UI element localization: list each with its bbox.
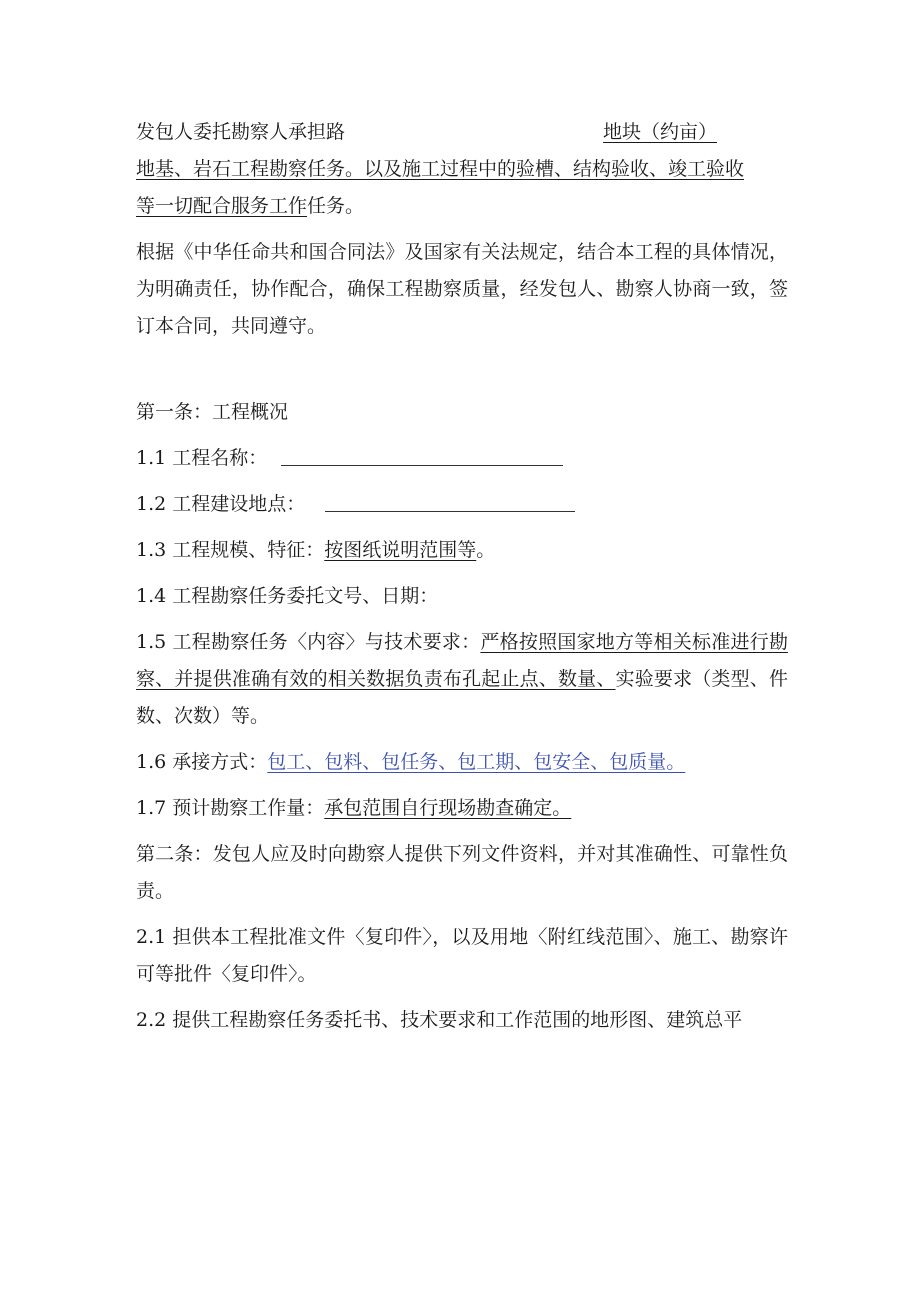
item-1-5: [136, 624, 788, 735]
item-1-4: 1.4 工程勘察任务委托文号、日期：: [136, 585, 439, 607]
item-1-3-label: 1.3 工程规模、特征：: [136, 539, 325, 561]
item-1-2: [136, 486, 788, 523]
item-1-2-label: 1.2 工程建设地点：: [136, 493, 306, 515]
intro-paragraph: [136, 114, 788, 225]
basis-paragraph: 根据《中华任命共和国合同法》及国家有关法规定，结合本工程的具体情况，为明确责任，协作配合，确保工程勘察质量，经发包人、勘察人协商一致，签订本合同，共同遵守。: [136, 241, 788, 337]
intro-line-3-tail: 任务。: [307, 195, 365, 217]
road-blank-field: [345, 121, 717, 143]
item-1-5-label: 1.5 工程勘察任务〈内容〉与技术要求：: [136, 631, 481, 653]
item-1-3-value: 按图纸说明范围等: [324, 539, 477, 561]
item-1-3: [136, 532, 788, 569]
intro-line-3-underlined: 等一切配合服务工作: [136, 195, 308, 217]
item-1-7-label: 1.7 预计勘察工作量：: [136, 797, 325, 819]
item-2-1: 2.1 担供本工程批准文件〈复印件〉，以及用地〈附红线范围〉、施工、勘察许可等批件〈复印件〉。: [136, 926, 788, 985]
project-name-blank: [281, 443, 563, 466]
article-2-title: 第二条：发包人应及时向勘察人提供下列文件资料，并对其准确性、可靠性负责。: [136, 843, 788, 902]
item-1-7: [136, 790, 788, 827]
road-suffix: 地块（约亩）: [603, 121, 718, 143]
item-1-6-label: 1.6 承接方式：: [136, 751, 268, 773]
item-1-5-tail: 实验要求（类型、件数、次数）等。: [136, 668, 788, 727]
item-1-5-value: 严格按照国家地方等相关标准进行勘察、并提供准确有效的相关数据负责布孔起止点、数量、: [136, 631, 788, 690]
item-1-3-tail: 。: [476, 539, 496, 561]
intro-line-2: 地基、岩石工程勘察任务。以及施工过程中的验槽、结构验收、竣工验收: [136, 158, 745, 180]
item-1-6-value: 包工、包料、包任务、包工期、包安全、包质量。: [267, 751, 686, 773]
item-1-7-value: 承包范围自行现场勘查确定。: [324, 797, 572, 819]
item-1-1-label: 1.1 工程名称：: [136, 447, 268, 469]
project-location-blank: [325, 489, 575, 512]
intro-prefix: 发包人委托勘察人承担路: [136, 121, 346, 143]
article-1-title: 第一条：工程概况: [136, 401, 289, 423]
item-1-6: [136, 744, 788, 781]
item-2-2: 2.2 提供工程勘察任务委托书、技术要求和工作范围的地形图、建筑总平: [136, 1009, 743, 1031]
contract-page: [136, 114, 788, 1048]
item-1-1: [136, 440, 788, 477]
section-spacer: [136, 354, 788, 394]
